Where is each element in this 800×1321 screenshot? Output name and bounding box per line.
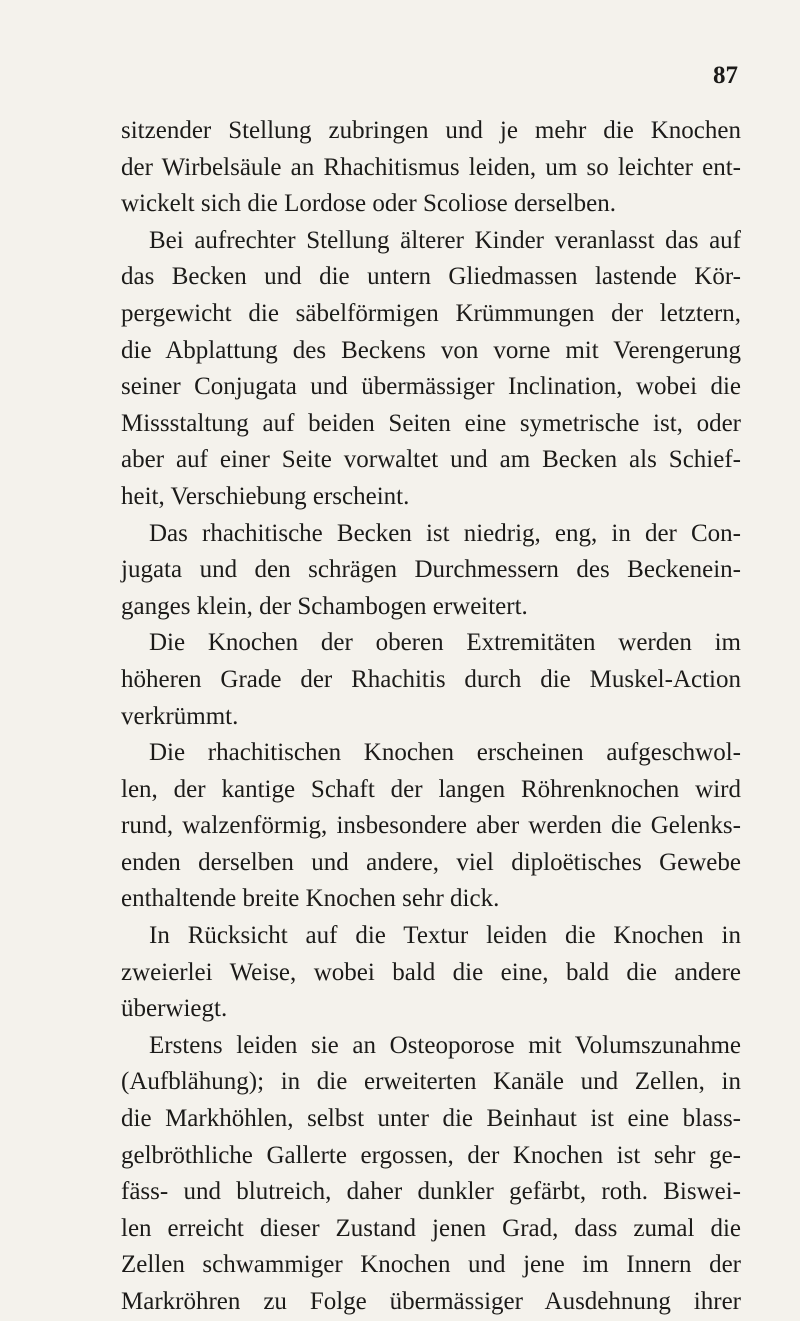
text-line: jugata und den schrägen Durchmessern des Beckenein- xyxy=(121,556,741,584)
text-line: die Markhöhlen, selbst unter die Beinhaut ist eine blass- xyxy=(121,1105,741,1133)
text-line: pergewicht die säbelförmigen Krümmungen der letztern, xyxy=(121,299,741,327)
text-line: Erstens leiden sie an Osteoporose mit Volumszunahme xyxy=(149,1031,741,1059)
text-line: Das rhachitische Becken ist niedrig, eng, in der Con- xyxy=(149,519,741,547)
text-line: sitzender Stellung zubringen und je mehr die Knochen xyxy=(121,117,741,144)
text-line: (Aufblähung); in die erweiterten Kanäle und Zellen, in xyxy=(121,1068,741,1096)
text-line: Missstaltung auf beiden Seiten eine symetrische ist, oder xyxy=(121,409,741,437)
text-line: wickelt sich die Lordose oder Scoliose derselben. xyxy=(121,190,616,218)
text-line: gelbröthliche Gallerte ergossen, der Knochen ist sehr ge- xyxy=(121,1141,741,1169)
page-number: 87 xyxy=(713,62,738,89)
text-line: rund, walzenförmig, insbesondere aber werden die Gelenks- xyxy=(121,812,741,840)
text-line: len, der kantige Schaft der langen Röhrenknochen wird xyxy=(121,775,741,803)
text-line: heit, Verschiebung erscheint. xyxy=(121,482,410,510)
text-line: das Becken und die untern Gliedmassen lastende Kör- xyxy=(121,263,741,291)
text-line: In Rücksicht auf die Textur leiden die Knochen in xyxy=(149,922,741,950)
text-line: zweierlei Weise, wobei bald die eine, bald die andere xyxy=(121,958,741,986)
text-line: Die Knochen der oberen Extremitäten werden im xyxy=(149,629,741,657)
body-text xyxy=(121,113,741,1321)
text-line: enthaltende breite Knochen sehr dick. xyxy=(121,885,500,913)
text-line: len erreicht dieser Zustand jenen Grad, dass zumal die xyxy=(121,1214,741,1242)
text-line: Zellen schwammiger Knochen und jene im Innern der xyxy=(121,1251,741,1279)
text-line: enden derselben und andere, viel diploëtisches Gewebe xyxy=(121,848,741,876)
text-line: höheren Grade der Rhachitis durch die Muskel-Action xyxy=(121,665,741,693)
text-line: seiner Conjugata und übermässiger Inclination, wobei die xyxy=(121,373,741,401)
text-line: Markröhren zu Folge übermässiger Ausdehnung ihrer xyxy=(121,1288,741,1315)
text-line: Die rhachitischen Knochen erscheinen aufgeschwol- xyxy=(149,739,741,767)
text-line: fäss- und blutreich, daher dunkler gefärbt, roth. Biswei- xyxy=(121,1178,741,1206)
text-line: überwiegt. xyxy=(121,995,228,1023)
text-line: der Wirbelsäule an Rhachitismus leiden, um so leichter ent- xyxy=(121,153,741,181)
text-line: die Abplattung des Beckens von vorne mit Verengerung xyxy=(121,336,741,364)
text-line: ganges klein, der Schambogen erweitert. xyxy=(121,592,528,620)
text-line: Bei aufrechter Stellung älterer Kinder veranlasst das auf xyxy=(149,226,741,254)
text-line: aber auf einer Seite vorwaltet und am Becken als Schief- xyxy=(121,446,741,474)
text-line: verkrümmt. xyxy=(121,702,239,730)
